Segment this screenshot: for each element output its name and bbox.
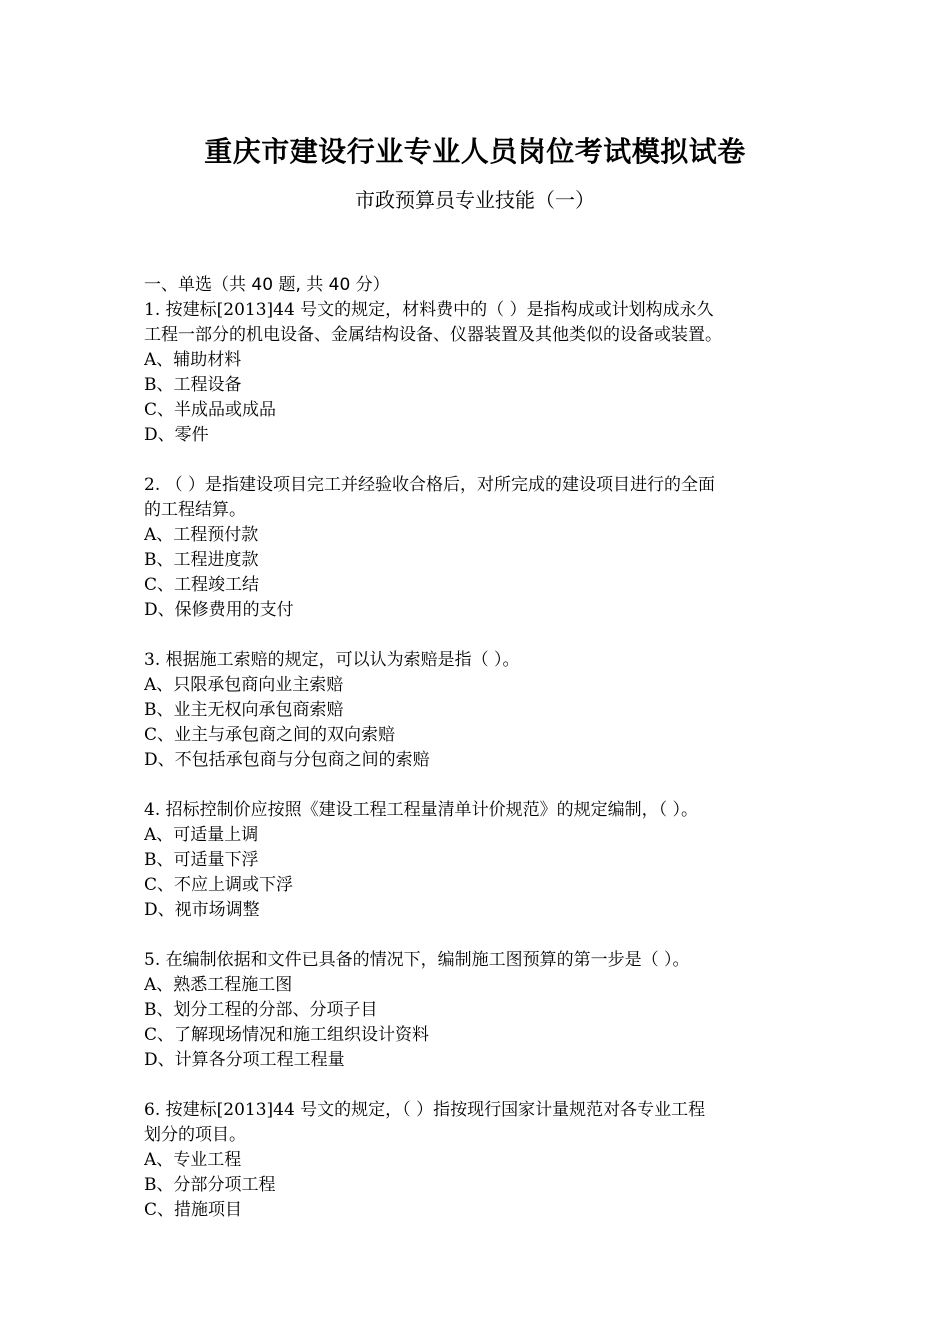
answer-option: D、不包括承包商与分包商之间的索赔 [144,750,430,770]
question-stem: 工程一部分的机电设备、金属结构设备、仪器装置及其他类似的设备或装置。 [144,325,722,345]
question-stem: 1. 按建标[2013]44 号文的规定，材料费中的（ ）是指构成或计划构成永久 [144,300,714,320]
question-stem: 划分的项目。 [144,1125,246,1145]
question-3 [144,648,824,773]
question-stem: 2. （ ）是指建设项目完工并经验收合格后，对所完成的建设项目进行的全面 [144,475,716,495]
answer-option: A、只限承包商向业主索赔 [144,675,344,695]
answer-option: A、辅助材料 [144,350,242,370]
answer-option: B、分部分项工程 [144,1175,276,1195]
answer-option: D、零件 [144,425,209,445]
answer-option: B、业主无权向承包商索赔 [144,700,344,720]
question-stem: 3. 根据施工索赔的规定，可以认为索赔是指（ ）。 [144,650,520,670]
exam-content [144,273,824,1248]
page-title: 重庆市建设行业专业人员岗位考试模拟试卷 [204,135,746,168]
question-stem: 5. 在编制依据和文件已具备的情况下，编制施工图预算的第一步是（ ）。 [144,950,690,970]
answer-option: C、业主与承包商之间的双向索赔 [144,725,396,745]
question-5 [144,948,824,1073]
question-stem: 6. 按建标[2013]44 号文的规定，（ ）指按现行国家计量规范对各专业工程 [144,1100,706,1120]
answer-option: C、半成品或成品 [144,400,277,420]
answer-option: B、划分工程的分部、分项子目 [144,1000,378,1020]
answer-option: C、不应上调或下浮 [144,875,294,895]
answer-option: A、工程预付款 [144,525,259,545]
page-subtitle: 市政预算员专业技能（一） [355,188,595,212]
question-stem: 4. 招标控制价应按照《建设工程工程量清单计价规范》的规定编制，（ ）。 [144,800,699,820]
answer-option: A、可适量上调 [144,825,259,845]
answer-option: C、措施项目 [144,1200,243,1220]
question-4 [144,798,824,923]
answer-option: C、工程竣工结 [144,575,260,595]
answer-option: D、计算各分项工程工程量 [144,1050,345,1070]
answer-option: A、熟悉工程施工图 [144,975,293,995]
answer-option: D、保修费用的支付 [144,600,294,620]
answer-option: D、视市场调整 [144,900,260,920]
answer-option: B、可适量下浮 [144,850,259,870]
question-2 [144,473,824,623]
answer-option: C、了解现场情况和施工组织设计资料 [144,1025,430,1045]
question-6 [144,1098,824,1223]
answer-option: A、专业工程 [144,1150,242,1170]
section-heading: 一、单选（共 40 题, 共 40 分） [144,275,390,295]
answer-option: B、工程设备 [144,375,242,395]
answer-option: B、工程进度款 [144,550,259,570]
question-1 [144,298,824,448]
question-stem: 的工程结算。 [144,500,246,520]
